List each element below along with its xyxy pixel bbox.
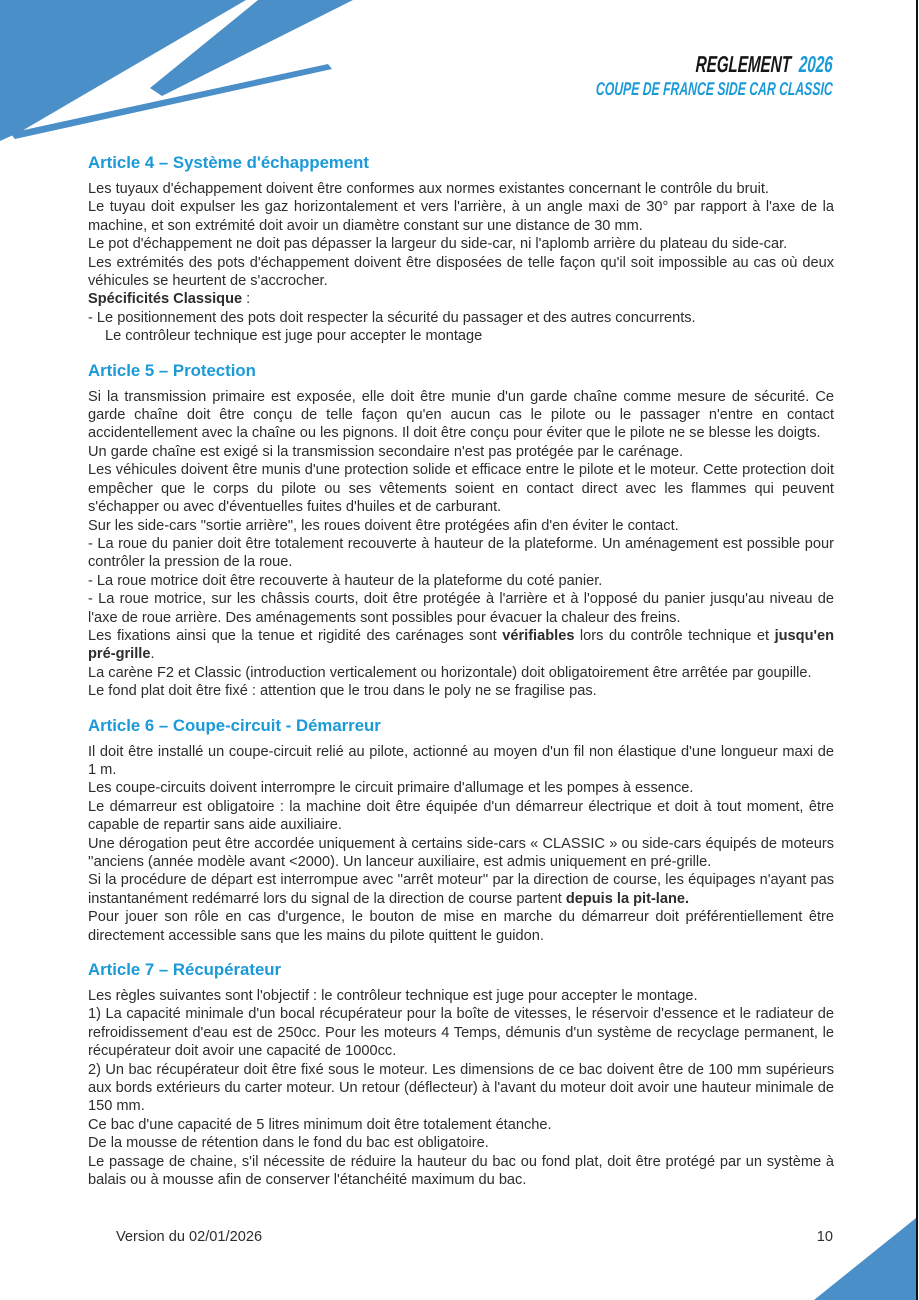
paragraph: - Le positionnement des pots doit respecter la sécurité du passager et des autres concurrents.: [88, 309, 696, 326]
document-brand-header: [474, 52, 833, 99]
paragraph: Pour jouer son rôle en cas d'urgence, le bouton de mise en marche du démarreur doit préférentiellement être directement accessible sans que les mains du pilote quittent le guidon.: [88, 909, 834, 944]
paragraph: - La roue motrice, sur les châssis courts, doit être protégée à l'arrière et à l'opposé du panier jusqu'au niveau de l'axe de roue arrière. Des aménagements sont possibles pour évacuer la chaleur des freins.: [88, 591, 834, 626]
article-section: [88, 960, 834, 1189]
article-section: [88, 153, 834, 346]
paragraph: Le pot d'échappement ne doit pas dépasser la largeur du side-car, ni l'aplomb arrière du plateau du side-car.: [88, 236, 788, 253]
paragraph: - La roue motrice doit être recouverte à hauteur de la plateforme du coté panier.: [88, 572, 603, 589]
paragraph: Les règles suivantes sont l'objectif : le contrôleur technique est juge pour accepter le montage.: [88, 988, 698, 1005]
paragraph: Il doit être installé un coupe-circuit relié au pilote, actionné au moyen d'un fil non élastique d'une longueur maxi de 1 m.: [88, 743, 834, 778]
paragraph: Les fixations ainsi que la tenue et rigidité des carénages sont vérifiables lors du contrôle technique et jusqu'en pré-grille.: [88, 627, 834, 663]
paragraph: De la mousse de rétention dans le fond du bac est obligatoire.: [88, 1135, 489, 1152]
sections: [88, 153, 834, 1205]
brand-title-line: [596, 52, 834, 76]
brand-title: REGLEMENT: [695, 51, 792, 77]
paragraph: La carène F2 et Classic (introduction verticalement ou horizontale) doit obligatoirement être arrêtée par goupille.: [88, 664, 812, 681]
section-title: Article 6 – Coupe-circuit - Démarreur: [88, 715, 381, 735]
page-right-border: [916, 0, 918, 1300]
paragraph: Spécificités Classique :: [88, 291, 251, 308]
top-left-swoosh-decoration: [0, 0, 360, 150]
article-section: [88, 716, 834, 945]
paragraph: Sur les side-cars "sortie arrière", les roues doivent être protégées afin d'en éviter le contact.: [88, 517, 679, 534]
footer-version-label: Version du 02/01/2026: [116, 1229, 263, 1245]
brand-year: 2026: [798, 51, 834, 77]
paragraph: Les tuyaux d'échappement doivent être conformes aux normes existantes concernant le contrôle du bruit.: [88, 181, 769, 197]
paragraph: Une dérogation peut être accordée uniquement à certains side-cars « CLASSIC » ou side-cars équipés de moteurs ''anciens (année modèle avant <2000). Un lanceur auxiliaire, est admis uniquement en pré-grille.: [88, 835, 834, 870]
article-section: [88, 361, 834, 701]
paragraph: Le démarreur est obligatoire : la machine doit être équipée d'un démarreur électrique et doit à tout moment, être capable de repartir sans aide auxiliaire.: [88, 798, 834, 834]
paragraph: 2) Un bac récupérateur doit être fixé sous le moteur. Les dimensions de ce bac doivent être de 100 mm supérieurs aux bords extérieurs du carter moteur. Un retour (déflecteur) à l'avant du moteur doit avoir une hauteur minimale de 150 mm.: [88, 1061, 834, 1115]
paragraph: Un garde chaîne est exigé si la transmission secondaire n'est pas protégée par le carénage.: [88, 443, 683, 460]
section-title: Article 7 – Récupérateur: [88, 960, 282, 980]
paragraph: Le contrôleur technique est juge pour accepter le montage: [105, 328, 483, 345]
paragraph: Si la procédure de départ est interrompue avec ''arrêt moteur'' par la direction de course, les équipages n'ayant pas instantanément redémarré lors du signal de la direction de course partent depuis la pit-lane.: [88, 872, 834, 907]
paragraph: - La roue du panier doit être totalement recouverte à hauteur de la plateforme. Un aménagement est possible pour contrôler la pression de la roue.: [88, 535, 834, 571]
paragraph: Le passage de chaine, s'il nécessite de réduire la hauteur du bac ou fond plat, doit être protégé par un système à balais ou à mousse afin de conserver l'étanchéité maximum du bac.: [88, 1153, 834, 1189]
paragraph: Les coupe-circuits doivent interrompre le circuit primaire d'allumage et les pompes à essence.: [88, 780, 694, 797]
footer-page-number: 10: [816, 1229, 833, 1245]
brand-subtitle: COUPE DE FRANCE SIDE CAR CLASSIC: [595, 78, 834, 99]
section-title: Article 4 – Système d'échappement: [88, 153, 369, 172]
paragraph: Les extrémités des pots d'échappement doivent être disposées de telle façon qu'il soit impossible au cas où deux véhicules se heurtent de s'accrocher.: [88, 254, 834, 290]
section-title: Article 5 – Protection: [88, 360, 256, 380]
paragraph: Le fond plat doit être fixé : attention que le trou dans le poly ne se fragilise pas.: [88, 683, 597, 700]
paragraph: Les véhicules doivent être munis d'une protection solide et efficace entre le pilote et le moteur. Cette protection doit empêcher que le corps du pilote ou ses vêtements soient en contact direct avec les flammes qui peuvent s'échapper ou avec d'éventuelles fuites d'huiles et de carburant.: [88, 462, 834, 516]
paragraph: Ce bac d'une capacité de 5 litres minimum doit être totalement étanche.: [88, 1116, 552, 1133]
paragraph: 1) La capacité minimale d'un bocal récupérateur pour la boîte de vitesses, le réservoir d'essence et le radiateur de refroidissement d'eau est de 250cc. Pour les moteurs 4 Temps, démunis d'un système de recyclage permanent, le récupérateur doit avoir une capacité de 1000cc.: [88, 1006, 834, 1060]
paragraph: Le tuyau doit expulser les gaz horizontalement et vers l'arrière, à un angle maxi de 30° par rapport à l'axe de la machine, et son extrémité doit avoir un diamètre constant sur une distance de 30 mm.: [88, 199, 834, 234]
paragraph: Si la transmission primaire est exposée, elle doit être munie d'un garde chaîne comme mesure de sécurité. Ce garde chaîne doit être conçu de telle façon qu'en aucun cas le pilote ou le passager n'entre en contact accidentellement avec la chaîne ou les pignons. Il doit être conçu pour éviter que le pilote ne se blesse les doigts.: [88, 388, 834, 442]
bottom-right-triangle-decoration: [814, 1218, 916, 1300]
